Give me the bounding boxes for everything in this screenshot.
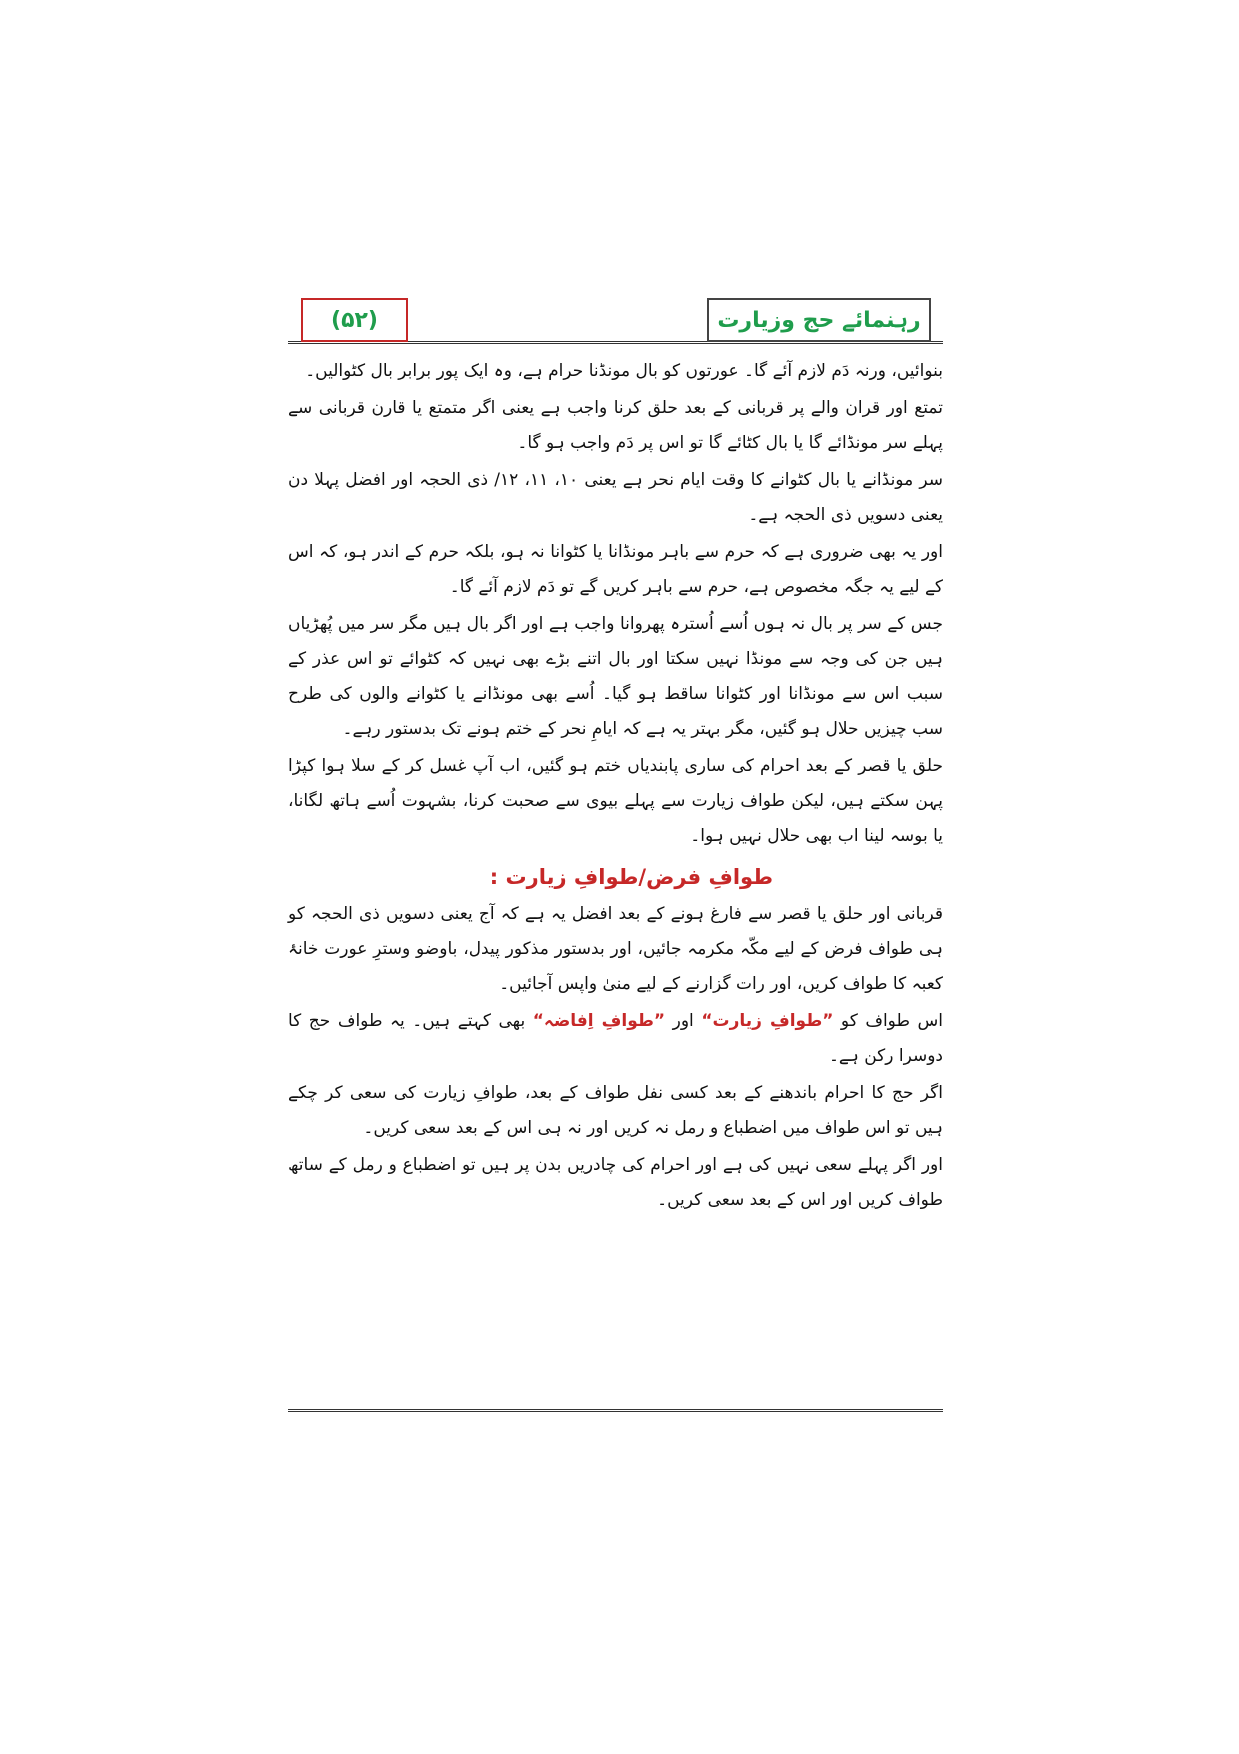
paragraph-8-text-end: بھی کہتے ہیں۔ یہ طواف حج کا دوسرا رکن ہے۔ (288, 1011, 943, 1066)
page-body (288, 354, 943, 1220)
paragraph-7: قربانی اور حلق یا قصر سے فارغ ہونے کے بعد افضل یہ ہے کہ آج یعنی دسویں ذی الحجہ کو ہی طواف فرض کے لیے مکّہ مکرمہ جائیں، اور بدستور مذکور پیدل، باوضو وسترِ عورت خانۂ کعبہ کا طواف کریں، اور رات گزارنے کے لیے منیٰ واپس آجائیں۔ (288, 904, 943, 994)
term-tawaf-ifada: ”طوافِ اِفاضہ“ (532, 1011, 666, 1031)
paragraph-5: جس کے سر پر بال نہ ہوں اُسے اُسترہ پھروانا واجب ہے اور اگر بال ہیں مگر سر میں پُھڑیاں ہیں جن کی وجہ سے مونڈا نہیں سکتا اور بال اتنے بڑے بھی نہیں کہ کٹوائے تو اس عذر کے سبب اس سے مونڈانا اور کٹوانا ساقط ہو گیا۔ اُسے بھی مونڈانے یا کٹوانے والوں کی طرح سب چیزیں حلال ہو گئیں، مگر بہتر یہ ہے کہ ایامِ نحر کے ختم ہونے تک بدستور رہے۔ (288, 614, 943, 739)
paragraph-1: بنوائیں، ورنہ دَم لازم آئے گا۔ عورتوں کو بال مونڈنا حرام ہے، وہ ایک پور برابر بال کٹوالیں۔ (305, 361, 943, 381)
paragraph-8-text-middle: اور (665, 1011, 702, 1031)
page-number: (۵۲) (301, 298, 408, 342)
paragraph-8 (288, 1004, 943, 1074)
paragraph-9: اگر حج کا احرام باندھنے کے بعد کسی نفل طواف کے بعد، طوافِ زیارت کی سعی کر چکے ہیں تو اس طواف میں اضطباع و رمل نہ کریں اور نہ ہی اس کے بعد سعی کریں۔ (288, 1083, 943, 1138)
term-tawaf-ziyarat: ”طوافِ زیارت“ (701, 1011, 834, 1031)
paragraph-4: اور یہ بھی ضروری ہے کہ حرم سے باہر مونڈانا یا کٹوانا نہ ہو، بلکہ حرم کے اندر ہو، کہ اس کے لیے یہ جگہ مخصوص ہے، حرم سے باہر کریں گے تو دَم لازم آئے گا۔ (288, 542, 943, 597)
paragraph-8-text-start: اس طواف کو (833, 1011, 943, 1031)
paragraph-2: تمتع اور قران والے پر قربانی کے بعد حلق کرنا واجب ہے یعنی اگر متمتع یا قارن قربانی سے پہلے سر مونڈائے گا یا بال کٹائے گا تو اس پر دَم واجب ہو گا۔ (288, 398, 943, 453)
footer-rule (288, 1409, 943, 1412)
paragraph-3: سر مونڈانے یا بال کٹوانے کا وقت ایام نحر ہے یعنی ۱۰، ۱۱، ۱۲/ ذی الحجہ اور افضل پہلا دن یعنی دسویں ذی الحجہ ہے۔ (288, 470, 943, 525)
page-header (288, 298, 943, 344)
book-title: رہنمائے حج وزیارت (707, 298, 931, 342)
section-heading: طوافِ فرض/طوافِ زیارت : (489, 865, 773, 889)
paragraph-10: اور اگر پہلے سعی نہیں کی ہے اور احرام کی چادریں بدن پر ہیں تو اضطباع و رمل کے ساتھ طواف کریں اور اس کے بعد سعی کریں۔ (288, 1155, 943, 1210)
paragraph-6: حلق یا قصر کے بعد احرام کی ساری پابندیاں ختم ہو گئیں، اب آپ غسل کر کے سلا ہوا کپڑا پہن سکتے ہیں، لیکن طواف زیارت سے پہلے بیوی سے صحبت کرنا، بشہوت اُسے ہاتھ لگانا، یا بوسہ لینا اب بھی حلال نہیں ہوا۔ (288, 756, 943, 846)
